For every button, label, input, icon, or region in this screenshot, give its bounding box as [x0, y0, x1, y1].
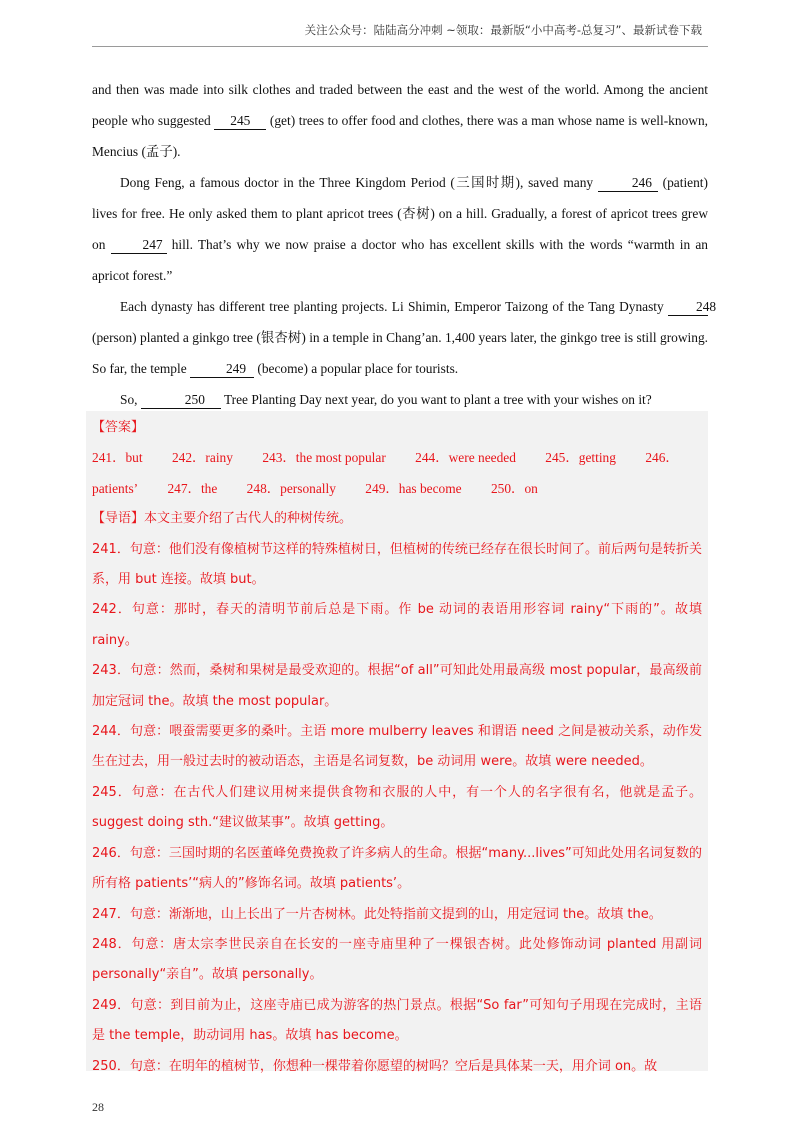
explanation-245: 245．句意：在古代人们建议用树来提供食物和衣服的人中，有一个人的名字很有名，他就是孟子。suggest doing sth.“建议做某事”。故填 getting。 [92, 784, 702, 831]
blank-246: 246 [598, 175, 658, 192]
answer-250: 250．on [490, 480, 538, 496]
explanation-250: 250．句意：在明年的植树节，你想种一棵带着你愿望的树吗？空后是具体某一天，用介词 on。故 [92, 1058, 658, 1074]
page-header: 关注公众号：陆陆高分冲刺 ~领取：最新版“小中高考-总复习”、最新试卷下载 [304, 23, 702, 37]
passage-paragraph-3 [92, 291, 717, 384]
answer-249: 249．has become [365, 480, 462, 496]
passage-paragraph-1 [92, 74, 708, 167]
passage-text: and then was made into silk clothes and traded between the east and the west of the world. Among the ancient people who suggested [92, 82, 708, 128]
passage-paragraph-2 [92, 167, 708, 291]
passage-text: hill. That’s why we now praise a doctor who has excellent skills with the words “warmth in an apricot forest.” [92, 237, 708, 283]
explanation-243: 243．句意：然而，桑树和果树是最受欢迎的。根据“of all”可知此处用最高级 most popular，最高级前加定冠词 the。故填 the most popular。 [92, 663, 702, 709]
answer-244: 244．were needed [415, 450, 516, 466]
guide-text: 【导语】本文主要介绍了古代人的种树传统。 [92, 511, 353, 527]
explanation-249: 249．句意：到目前为止，这座寺庙已成为游客的热门景点。根据“So far”可知句子用现在完成时，主语是 the temple，助动词用 has。故填 has become。 [92, 997, 702, 1044]
blank-249: 249 [190, 361, 254, 378]
explanation-246: 246．句意：三国时期的名医董峰免费挽救了许多病人的生命。根据“many...lives”可知此处用名词复数的所有格 patients’“病人的”修饰名词。故填 patients’。 [92, 845, 702, 892]
answer-248: 248．personally [246, 480, 336, 496]
answer-246-number: 246． [645, 450, 679, 466]
passage-text: (person) planted a ginkgo tree (银杏树) in a temple in Chang’an. 1,400 years later, the ginkgo tree is still growing. So far, the temple [92, 330, 708, 376]
passage-text: (become) a popular place for tourists. [254, 361, 459, 376]
blank-250: 250 [141, 392, 221, 409]
answer-242: 242．rainy [171, 450, 233, 466]
blank-245: 245 [214, 113, 266, 130]
passage-text: (get) trees to offer food and clothes, there was a man whose name is well-known, Mencius (孟子). [92, 113, 708, 159]
answer-241: 241．but [92, 450, 143, 466]
page-number: 28 [92, 1100, 104, 1114]
passage-text: Each dynasty has different tree planting projects. Li Shimin, Emperor Taizong of the Tang Dynasty [120, 299, 668, 314]
passage [92, 74, 717, 415]
answer-245: 245．getting [545, 450, 616, 466]
answer-section [86, 411, 708, 1074]
header-divider [92, 46, 708, 47]
answer-246-value: patients’ [92, 480, 139, 496]
passage-text: Tree Planting Day next year, do you want to plant a tree with your wishes on it? [220, 392, 652, 407]
passage-text: So, [120, 392, 141, 407]
answer-247: 247．the [167, 480, 218, 496]
explanation-247: 247．句意：渐渐地，山上长出了一片杏树林。此处特指前文提到的山，用定冠词 the。故填 the。 [92, 906, 662, 922]
explanation-248: 248．句意：唐太宗李世民亲自在长安的一座寺庙里种了一棵银杏树。此处修饰动词 planted 用副词 personally“亲自”。故填 personally。 [92, 936, 702, 983]
explanation-244: 244．句意：喂蚕需要更多的桑叶。主语 more mulberry leaves 和谓语 need 之间是被动关系，动作发生在过去，用一般过去时的被动语态，主语是名词复数，be 动词用 were。故填 were needed。 [92, 724, 702, 770]
explanation-242: 242．句意：那时，春天的清明节前后总是下雨。作 be 动词的表语用形容词 rainy“下雨的”。故填 rainy。 [92, 602, 702, 648]
explanation-241: 241．句意：他们没有像植树节这样的特殊植树日，但植树的传统已经存在很长时间了。前后两句是转折关系，用 but 连接。故填 but。 [92, 541, 702, 588]
answer-list [92, 443, 702, 473]
blank-248: 248 [668, 299, 708, 316]
answer-list-continued [92, 474, 702, 504]
passage-text: (patient) lives for free. He only asked them to plant apricot trees (杏树) on a hill. Gradually, a forest of apricot trees grew on [92, 175, 708, 252]
blank-247: 247 [111, 237, 167, 254]
passage-text: Dong Feng, a famous doctor in the Three Kingdom Period (三国时期), saved many [120, 175, 598, 190]
answer-243: 243．the most popular [262, 450, 386, 466]
answer-label: 【答案】 [92, 420, 145, 435]
